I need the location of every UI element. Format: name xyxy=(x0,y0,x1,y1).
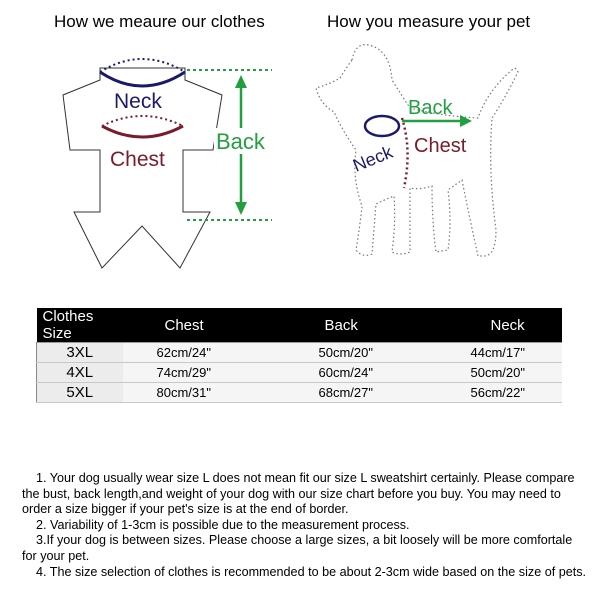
pet-heading: How you measure your pet xyxy=(327,12,531,31)
table-row xyxy=(37,343,562,363)
back-arrow-head-up xyxy=(235,75,247,88)
pet-neck-label: Neck xyxy=(350,141,396,176)
notes-list xyxy=(22,471,588,580)
header-chest: Chest xyxy=(123,308,261,343)
back-label: Back xyxy=(216,129,265,154)
pet-chest-label: Chest xyxy=(414,135,467,157)
pet-neck-ring xyxy=(365,116,399,136)
clothes-heading: How we meaure our clothes xyxy=(54,12,265,31)
chest-cell: 80cm/31" xyxy=(123,383,261,403)
neck-cell: 50cm/20" xyxy=(419,363,562,383)
table-header-row xyxy=(37,308,562,343)
header-back: Back xyxy=(261,308,419,343)
note-item: 1. Your dog usually wear size L does not mean fit our size L sweatshirt certainly. Please compare the bust, back length,and weight of your dog with our size chart before you buy. You may need to order a size bigger if your pet's size is at the end of border. xyxy=(22,471,575,517)
note-item: 4. The size selection of clothes is recommended to be about 2-3cm wide based on the size of pets. xyxy=(36,564,587,579)
size-cell: 5XL xyxy=(37,383,123,403)
table-row xyxy=(37,383,562,403)
back-cell: 50cm/20" xyxy=(261,343,419,363)
size-chart-table xyxy=(36,308,562,403)
note-item: 2. Variability of 1-3cm is possible due to the measurement process. xyxy=(36,517,410,532)
back-cell: 60cm/24" xyxy=(261,363,419,383)
chest-cell: 62cm/24" xyxy=(123,343,261,363)
pet-chest-line xyxy=(402,118,408,188)
size-cell: 4XL xyxy=(37,363,123,383)
neck-cell: 56cm/22" xyxy=(419,383,562,403)
neck-cell: 44cm/17" xyxy=(419,343,562,363)
back-cell: 68cm/27" xyxy=(261,383,419,403)
neck-label: Neck xyxy=(114,90,162,113)
chest-cell: 74cm/29" xyxy=(123,363,261,383)
header-clothes-size: Clothes Size xyxy=(37,308,123,343)
table-row xyxy=(37,363,562,383)
pet-back-label: Back xyxy=(408,97,453,119)
size-cell: 3XL xyxy=(37,343,123,363)
back-arrow-head-down xyxy=(235,202,247,215)
header-neck: Neck xyxy=(419,308,562,343)
note-item: 3.If your dog is between sizes. Please choose a large sizes, a bit loosely will be more comfortale for your pet. xyxy=(22,533,573,563)
chest-label: Chest xyxy=(110,148,165,171)
